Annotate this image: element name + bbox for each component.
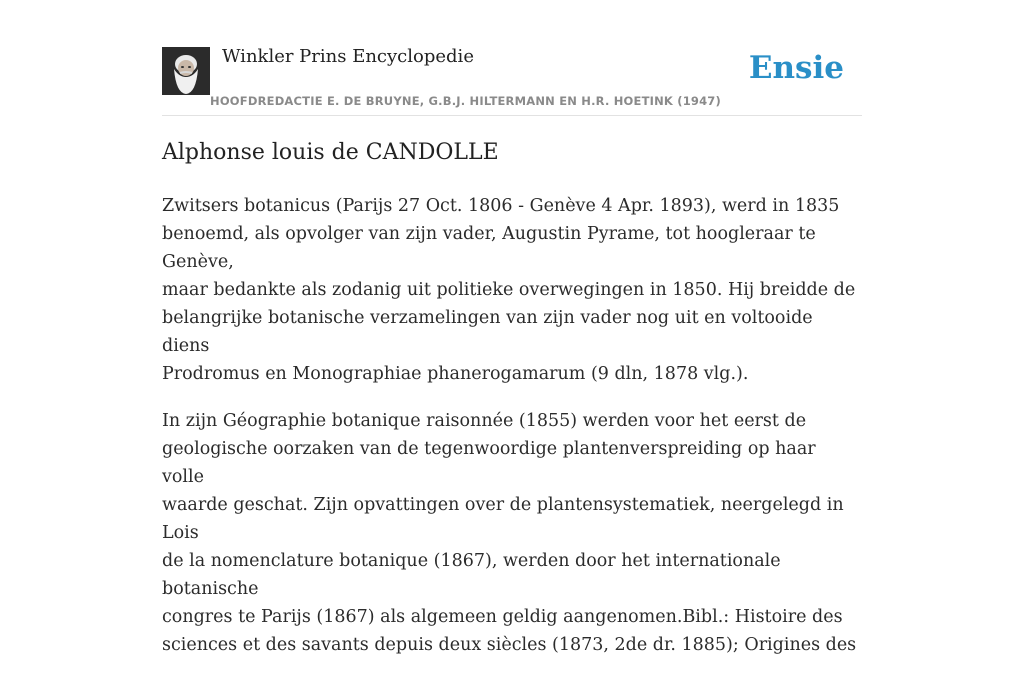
brand-logo[interactable]: Ensie (748, 50, 844, 86)
article-body (162, 192, 862, 678)
avatar[interactable] (162, 47, 210, 95)
page-title: Alphonse louis de CANDOLLE (162, 140, 499, 165)
article-paragraph: In zijn Géographie botanique raisonnée (1855) werden voor het eerst de geologische oorzaken van de tegenwoordige plantenverspreiding op haar volle waarde geschat. Zijn opvattingen over de plantensystematiek, neergelegd in Lois de la nomenclature botanique (1867), werden door het internationale botanische congres te Parijs (1867) als algemeen geldig aangenomen.Bibl.: Histoire des sciences et des savants depuis deux siècles (1873, 2de dr. 1885); Origines des (162, 411, 857, 655)
site-header (162, 40, 862, 116)
editors-credit: HOOFDREDACTIE E. DE BRUYNE, G.B.J. HILTERMANN EN H.R. HOETINK (1947) (210, 94, 721, 108)
bearded-man-portrait-icon (162, 47, 210, 95)
site-title[interactable]: Winkler Prins Encyclopedie (222, 46, 474, 67)
article-paragraph: Zwitsers botanicus (Parijs 27 Oct. 1806 - Genève 4 Apr. 1893), werd in 1835 benoemd, als opvolger van zijn vader, Augustin Pyrame, tot hoogleraar te Genève, maar bedankte als zodanig uit politieke overwegingen in 1850. Hij breidde de belangrijke botanische verzamelingen van zijn vader nog uit en voltooide diens Prodromus en Monographiae phanerogamarum (9 dln, 1878 vlg.). (162, 196, 856, 384)
